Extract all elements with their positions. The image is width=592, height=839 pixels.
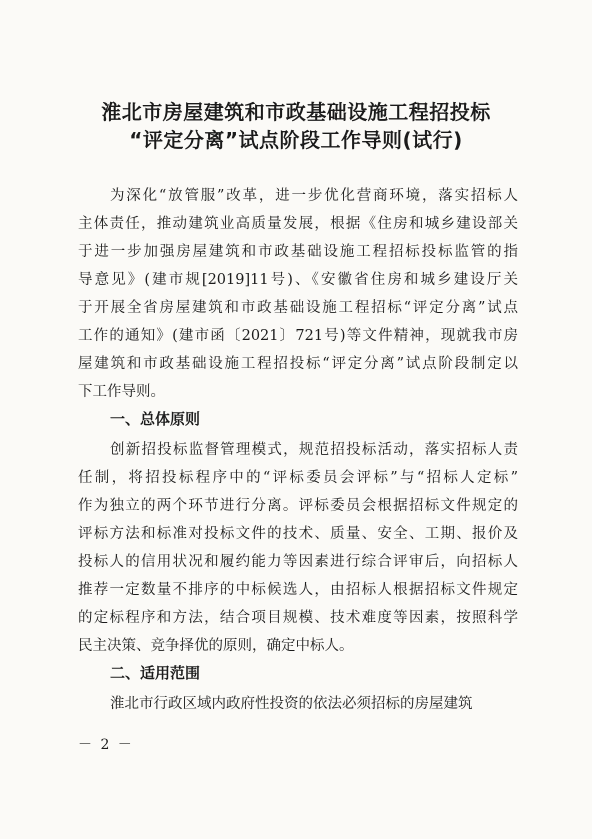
intro-paragraph-line: 于进一步加强房屋建筑和市政基础设施工程招标投标监管的指 [78, 244, 518, 260]
section1-paragraph-line: 创新招投标监督管理模式，规范招投标活动，落实招标人责 [110, 442, 518, 458]
section1-paragraph-line: 作为独立的两个环节进行分离。评标委员会根据招标文件规定的 [78, 498, 518, 514]
section-heading-scope: 二、适用范围 [110, 664, 201, 682]
document-title-line-1: 淮北市房屋建筑和市政基础设施工程招投标 [101, 100, 491, 124]
intro-paragraph-line: 工作的通知》(建市函〔2021〕721号)等文件精神，现就我市房 [78, 328, 518, 344]
intro-paragraph-line: 下工作导则。 [78, 384, 165, 400]
section2-paragraph-line: 淮北市行政区域内政府性投资的依法必须招标的房屋建筑 [110, 696, 473, 712]
section-heading-general-principles: 一、总体原则 [110, 410, 201, 428]
page-number: － 2 － [78, 737, 134, 753]
document-title-line-2: “评定分离”试点阶段工作导则(试行) [129, 128, 463, 152]
section1-paragraph-line: 评标方法和标准对投标文件的技术、质量、安全、工期、报价及 [78, 526, 518, 542]
intro-paragraph-line: 屋建筑和市政基础设施工程招投标“评定分离”试点阶段制定以 [78, 356, 518, 372]
section1-paragraph-line: 民主决策、竞争择优的原则，确定中标人。 [78, 638, 354, 654]
section1-paragraph-line: 的定标程序和方法，结合项目规模、技术难度等因素，按照科学 [78, 610, 518, 626]
intro-paragraph-line: 主体责任，推动建筑业高质量发展，根据《住房和城乡建设部关 [78, 216, 518, 232]
section1-paragraph-line: 推荐一定数量不排序的中标候选人，由招标人根据招标文件规定 [78, 582, 518, 598]
intro-paragraph-line: 导意见》(建市规[2019]11号)、《安徽省住房和城乡建设厅关 [78, 272, 518, 288]
section1-paragraph-line: 投标人的信用状况和履约能力等因素进行综合评审后，向招标人 [78, 554, 518, 570]
intro-paragraph-line: 于开展全省房屋建筑和市政基础设施工程招标“评定分离”试点 [78, 300, 518, 316]
section1-paragraph-line: 任制，将招投标程序中的“评标委员会评标”与“招标人定标” [78, 470, 518, 486]
intro-paragraph-line: 为深化“放管服”改革，进一步优化营商环境，落实招标人 [110, 188, 518, 204]
